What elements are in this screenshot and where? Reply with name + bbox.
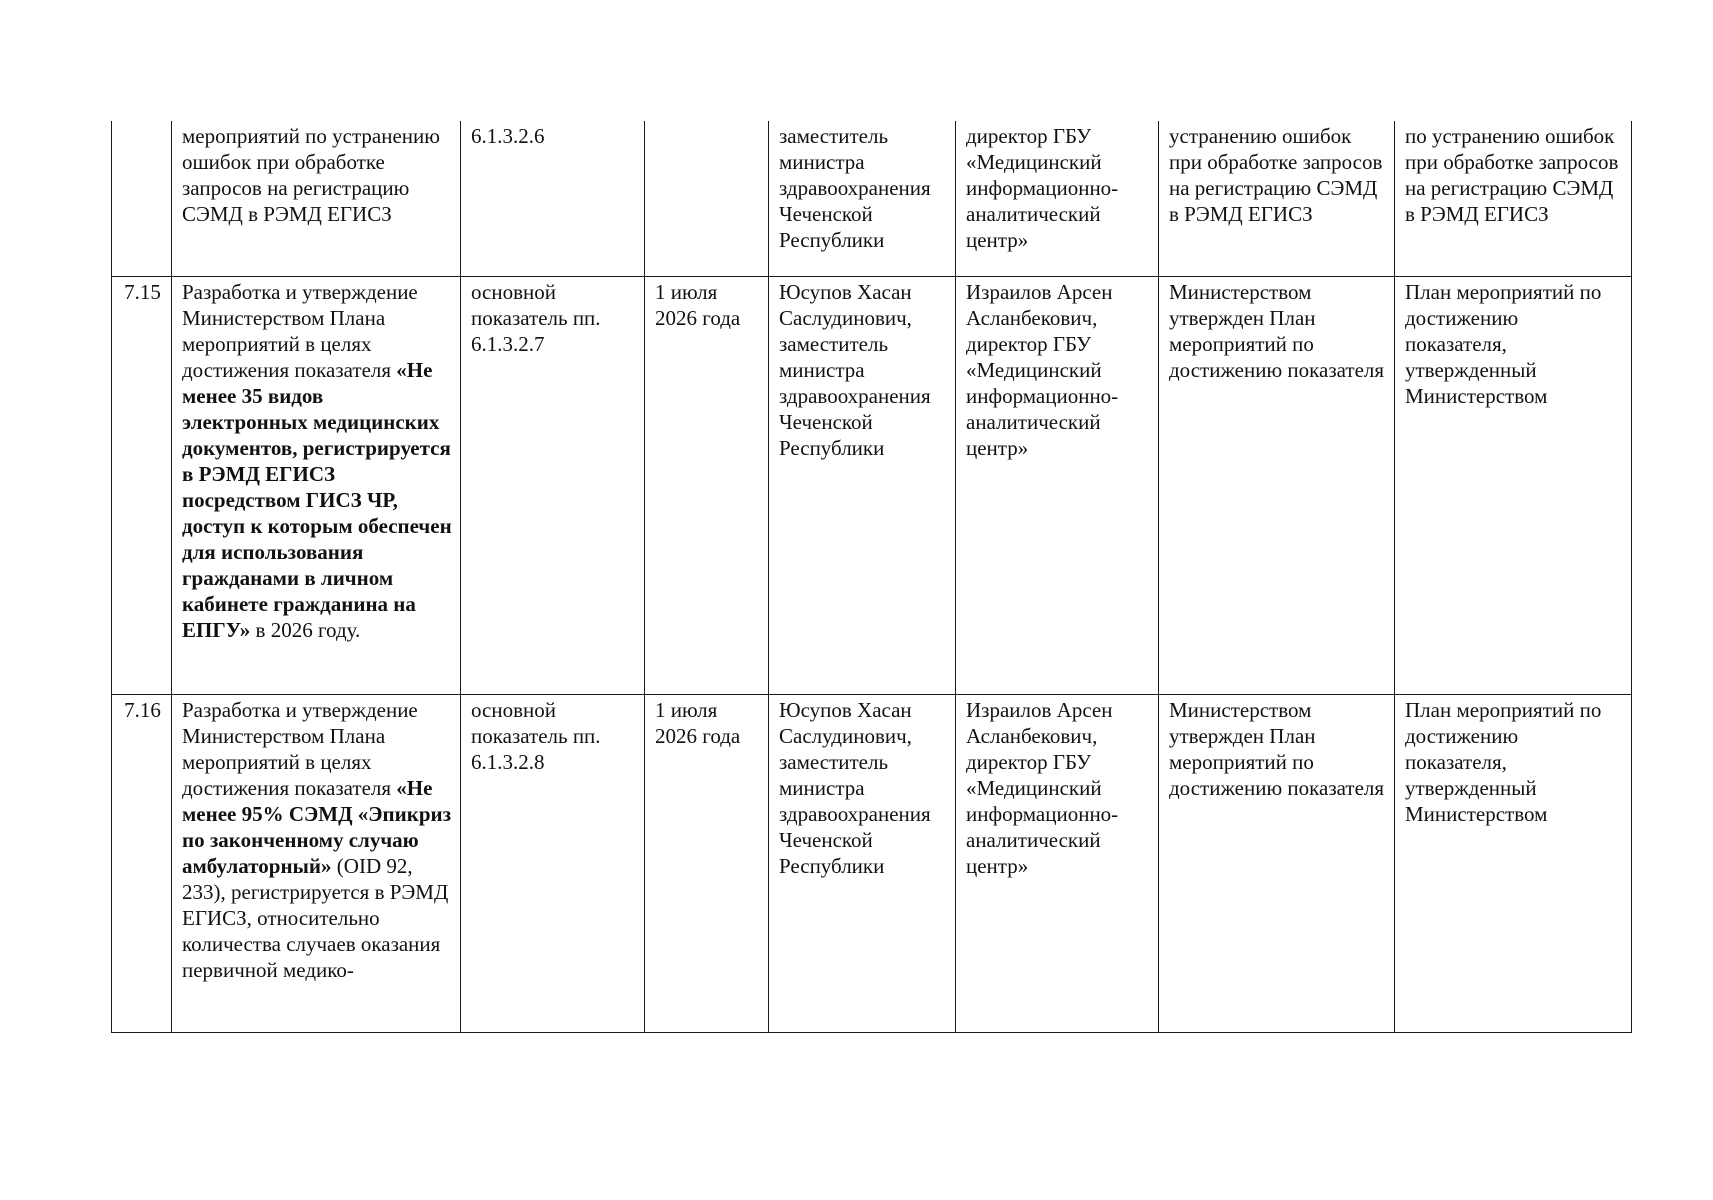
executor-cell: директор ГБУ «Медицинский информационно-аналитический центр» [956,121,1159,276]
result-cell: устранению ошибок при обработке запросов на регистрацию СЭМД в РЭМД ЕГИСЗ [1159,121,1395,276]
action-plan-table [111,121,1632,1033]
executor-cell: Израилов Арсен Асланбекович, директор ГБУ «Медицинский информационно-аналитический центр» [956,694,1159,1032]
indicator-cell: основной показатель пп. 6.1.3.2.7 [461,276,645,694]
deadline-cell: 1 июля 2026 года [645,694,769,1032]
supervisor-cell: Юсупов Хасан Саслудинович, заместитель министра здравоохранения Чеченской Республики [769,694,956,1032]
deadline-cell [645,121,769,276]
table-row [112,121,1632,276]
row-number-cell: 7.16 [112,694,172,1032]
event-text-tail: (OID 92, 233), регистрируется в РЭМД ЕГИСЗ, относительно количества случаев оказания первичной медико- [182,853,449,982]
document-cell: План мероприятий по достижению показателя, утвержденный Министерством [1395,694,1632,1032]
supervisor-cell: заместитель министра здравоохранения Чеченской Республики [769,121,956,276]
indicator-cell: основной показатель пп. 6.1.3.2.8 [461,694,645,1032]
event-text: Разработка и утверждение Министерством Плана мероприятий в целях достижения показателя [182,279,418,382]
event-indicator-bold: «Не менее 35 видов электронных медицинских документов, регистрируется в РЭМД ЕГИСЗ посредством ГИСЗ ЧР, доступ к которым обеспечен для использования гражданами в личном кабинете гражданина на ЕПГУ» [182,357,452,642]
table-row [112,694,1632,1032]
supervisor-cell: Юсупов Хасан Саслудинович, заместитель министра здравоохранения Чеченской Республики [769,276,956,694]
document-cell: План мероприятий по достижению показателя, утвержденный Министерством [1395,276,1632,694]
deadline-cell: 1 июля 2026 года [645,276,769,694]
indicator-cell: 6.1.3.2.6 [461,121,645,276]
event-indicator-bold: «Не менее 95% СЭМД «Эпикриз по законченному случаю амбулаторный» [182,775,452,878]
event-text: Разработка и утверждение Министерством Плана мероприятий в целях достижения показателя [182,697,418,800]
executor-cell: Израилов Арсен Асланбекович, директор ГБУ «Медицинский информационно-аналитический центр» [956,276,1159,694]
result-cell: Министерством утвержден План мероприятий по достижению показателя [1159,276,1395,694]
row-number-cell [112,121,172,276]
event-text: мероприятий по устранению ошибок при обработке запросов на регистрацию СЭМД в РЭМД ЕГИСЗ [182,124,440,226]
document-cell: по устранению ошибок при обработке запросов на регистрацию СЭМД в РЭМД ЕГИСЗ [1395,121,1632,276]
event-cell [172,276,461,694]
event-cell [172,121,461,276]
table-row [112,276,1632,694]
event-text-tail: в 2026 году. [255,617,361,642]
row-number-cell: 7.15 [112,276,172,694]
result-cell: Министерством утвержден План мероприятий по достижению показателя [1159,694,1395,1032]
event-cell [172,694,461,1032]
